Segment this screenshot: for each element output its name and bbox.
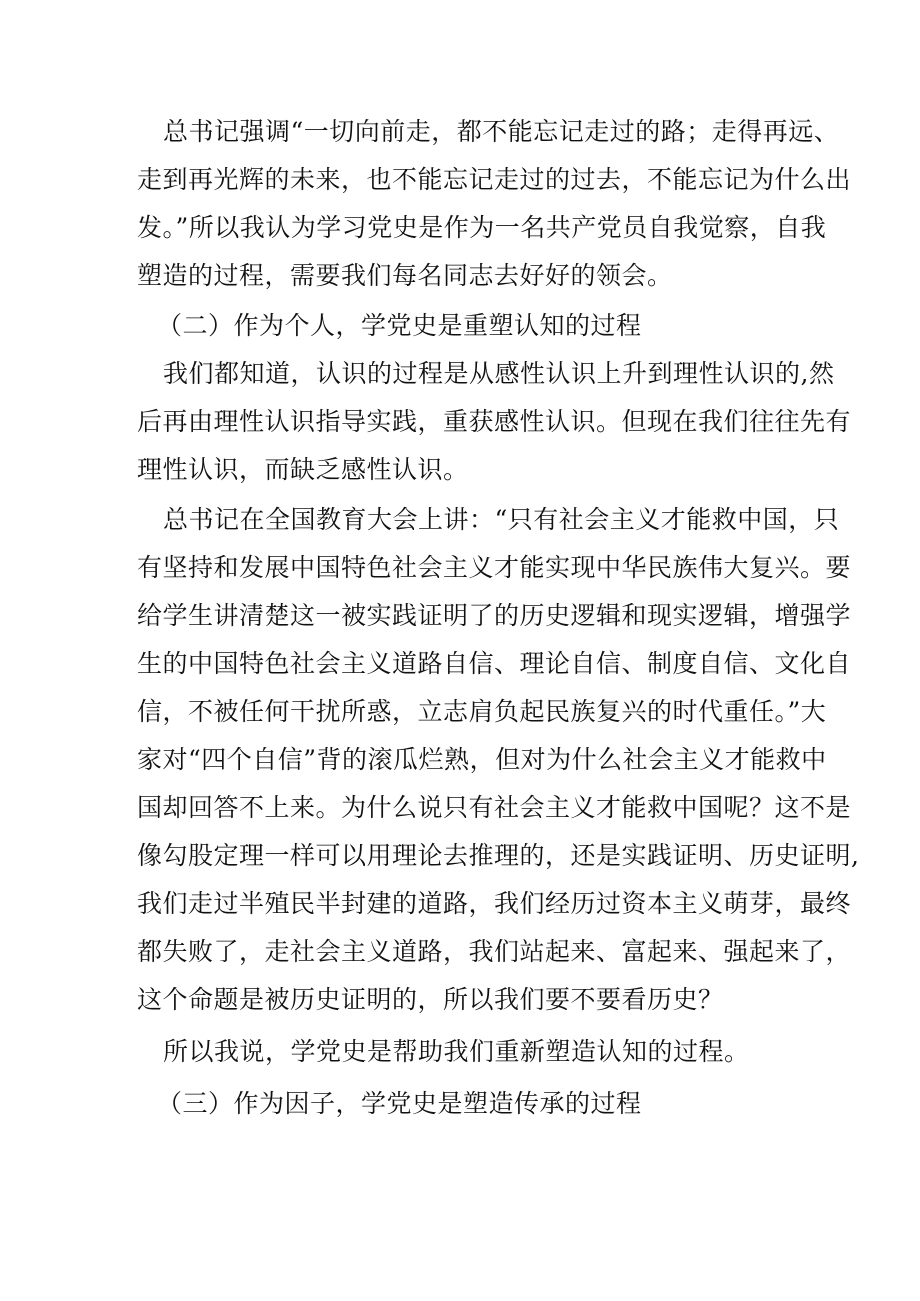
- paragraph-3-line-11: 这个命题是被历史证明的，所以我们要不要看历史？: [137, 985, 724, 1014]
- paragraph-3-line-9: 我们走过半殖民半封建的道路，我们经历过资本主义萌芽，最终: [137, 889, 852, 918]
- paragraph-4-line-1: 所以我说，学党史是帮助我们重新塑造认知的过程。: [163, 1037, 750, 1066]
- paragraph-1-line-2: 走到再光辉的未来，也不能忘记走过的过去，不能忘记为什么出: [137, 165, 852, 194]
- paragraph-2-line-3: 理性认识，而缺乏感性认识。: [137, 455, 469, 484]
- section-heading-2: （二）作为个人，学党史是重塑认知的过程: [157, 311, 642, 340]
- paragraph-3-line-8: 像勾股定理一样可以用理论去推理的，还是实践证明、历史证明,: [137, 841, 860, 870]
- paragraph-3-line-6: 家对“四个自信”背的滚瓜烂熟，但对为什么社会主义才能救中: [137, 745, 827, 774]
- paragraph-3-line-5: 信，不被任何干扰所惑，立志肩负起民族复兴的时代重任。”大: [137, 697, 827, 726]
- section-heading-3: （三）作为因子，学党史是塑造传承的过程: [157, 1089, 642, 1118]
- paragraph-2-line-2: 后再由理性认识指导实践，重获感性认识。但现在我们往往先有: [137, 407, 852, 436]
- paragraph-3-line-3: 给学生讲清楚这一被实践证明了的历史逻辑和现实逻辑，增强学: [137, 601, 852, 630]
- paragraph-3-line-7: 国却回答不上来。为什么说只有社会主义才能救中国呢？这不是: [137, 793, 852, 822]
- paragraph-2-line-1: 我们都知道，认识的过程是从感性认识上升到理性认识的,然: [163, 359, 835, 388]
- paragraph-1-line-1: 总书记强调“一切向前走，都不能忘记走过的路；走得再远、: [163, 117, 840, 146]
- paragraph-3-line-1: 总书记在全国教育大会上讲：“只有社会主义才能救中国，只: [163, 505, 840, 534]
- paragraph-3-line-2: 有坚持和发展中国特色社会主义才能实现中华民族伟大复兴。要: [137, 553, 852, 582]
- paragraph-3-line-10: 都失败了，走社会主义道路，我们站起来、富起来、强起来了，: [137, 937, 852, 966]
- paragraph-3-line-4: 生的中国特色社会主义道路自信、理论自信、制度自信、文化自: [137, 649, 852, 678]
- paragraph-1-line-3: 发。”所以我认为学习党史是作为一名共产党员自我觉察，自我: [137, 213, 827, 242]
- paragraph-1-line-4: 塑造的过程，需要我们每名同志去好好的领会。: [137, 261, 673, 290]
